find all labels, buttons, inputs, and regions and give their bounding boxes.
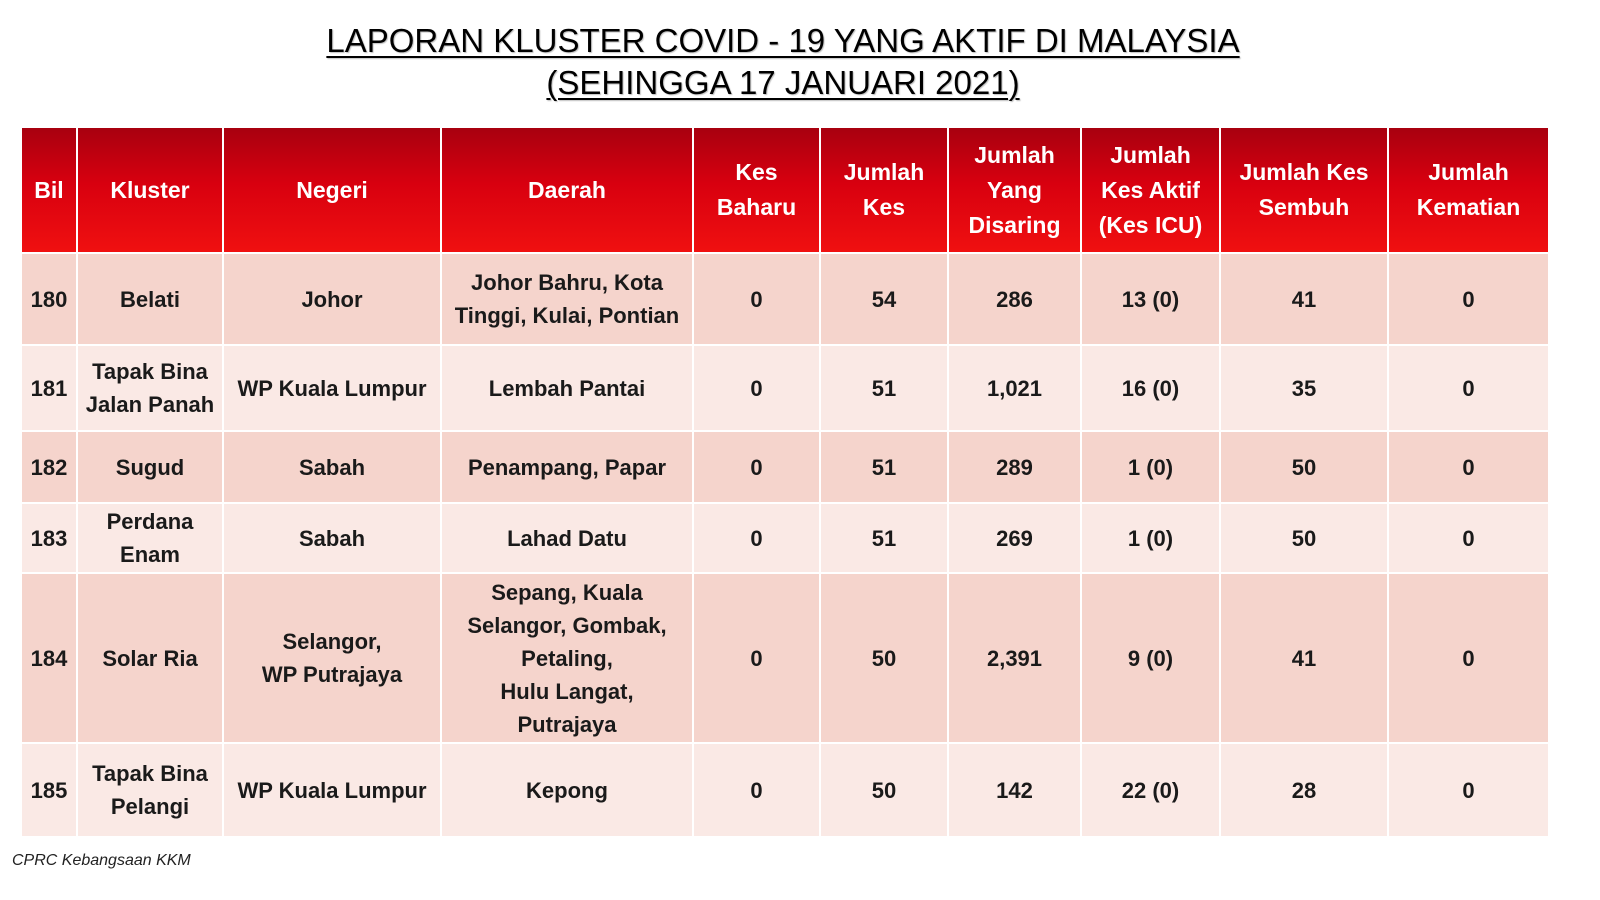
cell-jumlah-kematian: 0 [1388,503,1549,573]
cell-jumlah-disaring: 289 [948,431,1081,503]
cluster-table [20,126,1550,838]
cell-kes-baharu: 0 [693,253,820,345]
cell-jumlah-kematian: 0 [1388,573,1549,743]
table-row [21,503,1549,573]
cell-negeri: WP Kuala Lumpur [223,743,441,837]
cell-kes-baharu: 0 [693,573,820,743]
cell-jumlah-disaring: 2,391 [948,573,1081,743]
cell-negeri: Selangor, WP Putrajaya [223,573,441,743]
cell-bil: 184 [21,573,77,743]
header-jumlah-kes-aktif: Jumlah Kes Aktif (Kes ICU) [1081,127,1220,253]
header-bil: Bil [21,127,77,253]
cell-jumlah-kes-sembuh: 41 [1220,253,1388,345]
cell-kluster: Sugud [77,431,223,503]
cell-jumlah-kes-aktif: 16 (0) [1081,345,1220,431]
cell-bil: 181 [21,345,77,431]
cell-jumlah-disaring: 286 [948,253,1081,345]
cell-jumlah-disaring: 1,021 [948,345,1081,431]
title-line-date: (SEHINGGA 17 JANUARI 2021) [546,64,1020,101]
cell-kes-baharu: 0 [693,743,820,837]
cell-jumlah-disaring: 269 [948,503,1081,573]
cell-jumlah-kes: 54 [820,253,948,345]
cell-daerah: Kepong [441,743,693,837]
header-kluster: Kluster [77,127,223,253]
table-header-row [21,127,1549,253]
cell-jumlah-kes: 51 [820,503,948,573]
cell-kes-baharu: 0 [693,503,820,573]
table-row [21,573,1549,743]
cell-bil: 185 [21,743,77,837]
table-row [21,431,1549,503]
cell-jumlah-kes-sembuh: 35 [1220,345,1388,431]
cell-jumlah-kes-aktif: 1 (0) [1081,431,1220,503]
table-row [21,743,1549,837]
cell-negeri: WP Kuala Lumpur [223,345,441,431]
cell-kluster: Tapak Bina Jalan Panah [77,345,223,431]
table-row [21,253,1549,345]
title-line-main: LAPORAN KLUSTER COVID - 19 YANG AKTIF DI MALAYSIA [326,22,1240,59]
cell-jumlah-kes: 50 [820,573,948,743]
cell-kes-baharu: 0 [693,431,820,503]
header-jumlah-kematian: Jumlah Kematian [1388,127,1549,253]
header-jumlah-disaring: Jumlah Yang Disaring [948,127,1081,253]
cell-kluster: Tapak Bina Pelangi [77,743,223,837]
cell-jumlah-kematian: 0 [1388,743,1549,837]
source-footnote: CPRC Kebangsaan KKM [12,852,191,869]
cell-bil: 182 [21,431,77,503]
cell-jumlah-kes-sembuh: 50 [1220,503,1388,573]
header-daerah: Daerah [441,127,693,253]
cell-daerah: Sepang, Kuala Selangor, Gombak, Petaling, Hulu Langat, Putrajaya [441,573,693,743]
header-jumlah-kes: Jumlah Kes [820,127,948,253]
table-row [21,345,1549,431]
cell-jumlah-kematian: 0 [1388,253,1549,345]
cell-kluster: Perdana Enam [77,503,223,573]
cell-jumlah-kematian: 0 [1388,431,1549,503]
cell-jumlah-disaring: 142 [948,743,1081,837]
cell-kluster: Solar Ria [77,573,223,743]
page-title [0,20,1566,104]
cell-jumlah-kes: 50 [820,743,948,837]
cell-jumlah-kes-aktif: 13 (0) [1081,253,1220,345]
cell-daerah: Lembah Pantai [441,345,693,431]
cell-jumlah-kes: 51 [820,431,948,503]
cell-kluster: Belati [77,253,223,345]
cell-bil: 180 [21,253,77,345]
cell-jumlah-kes-sembuh: 41 [1220,573,1388,743]
cell-jumlah-kes: 51 [820,345,948,431]
cell-jumlah-kematian: 0 [1388,345,1549,431]
header-kes-baharu: Kes Baharu [693,127,820,253]
cell-daerah: Penampang, Papar [441,431,693,503]
cell-jumlah-kes-sembuh: 28 [1220,743,1388,837]
cell-jumlah-kes-aktif: 22 (0) [1081,743,1220,837]
cell-daerah: Johor Bahru, Kota Tinggi, Kulai, Pontian [441,253,693,345]
cell-negeri: Sabah [223,503,441,573]
cell-jumlah-kes-aktif: 9 (0) [1081,573,1220,743]
cell-jumlah-kes-sembuh: 50 [1220,431,1388,503]
cell-negeri: Johor [223,253,441,345]
header-negeri: Negeri [223,127,441,253]
cell-jumlah-kes-aktif: 1 (0) [1081,503,1220,573]
header-jumlah-kes-sembuh: Jumlah Kes Sembuh [1220,127,1388,253]
cell-bil: 183 [21,503,77,573]
cell-kes-baharu: 0 [693,345,820,431]
cell-daerah: Lahad Datu [441,503,693,573]
cell-negeri: Sabah [223,431,441,503]
